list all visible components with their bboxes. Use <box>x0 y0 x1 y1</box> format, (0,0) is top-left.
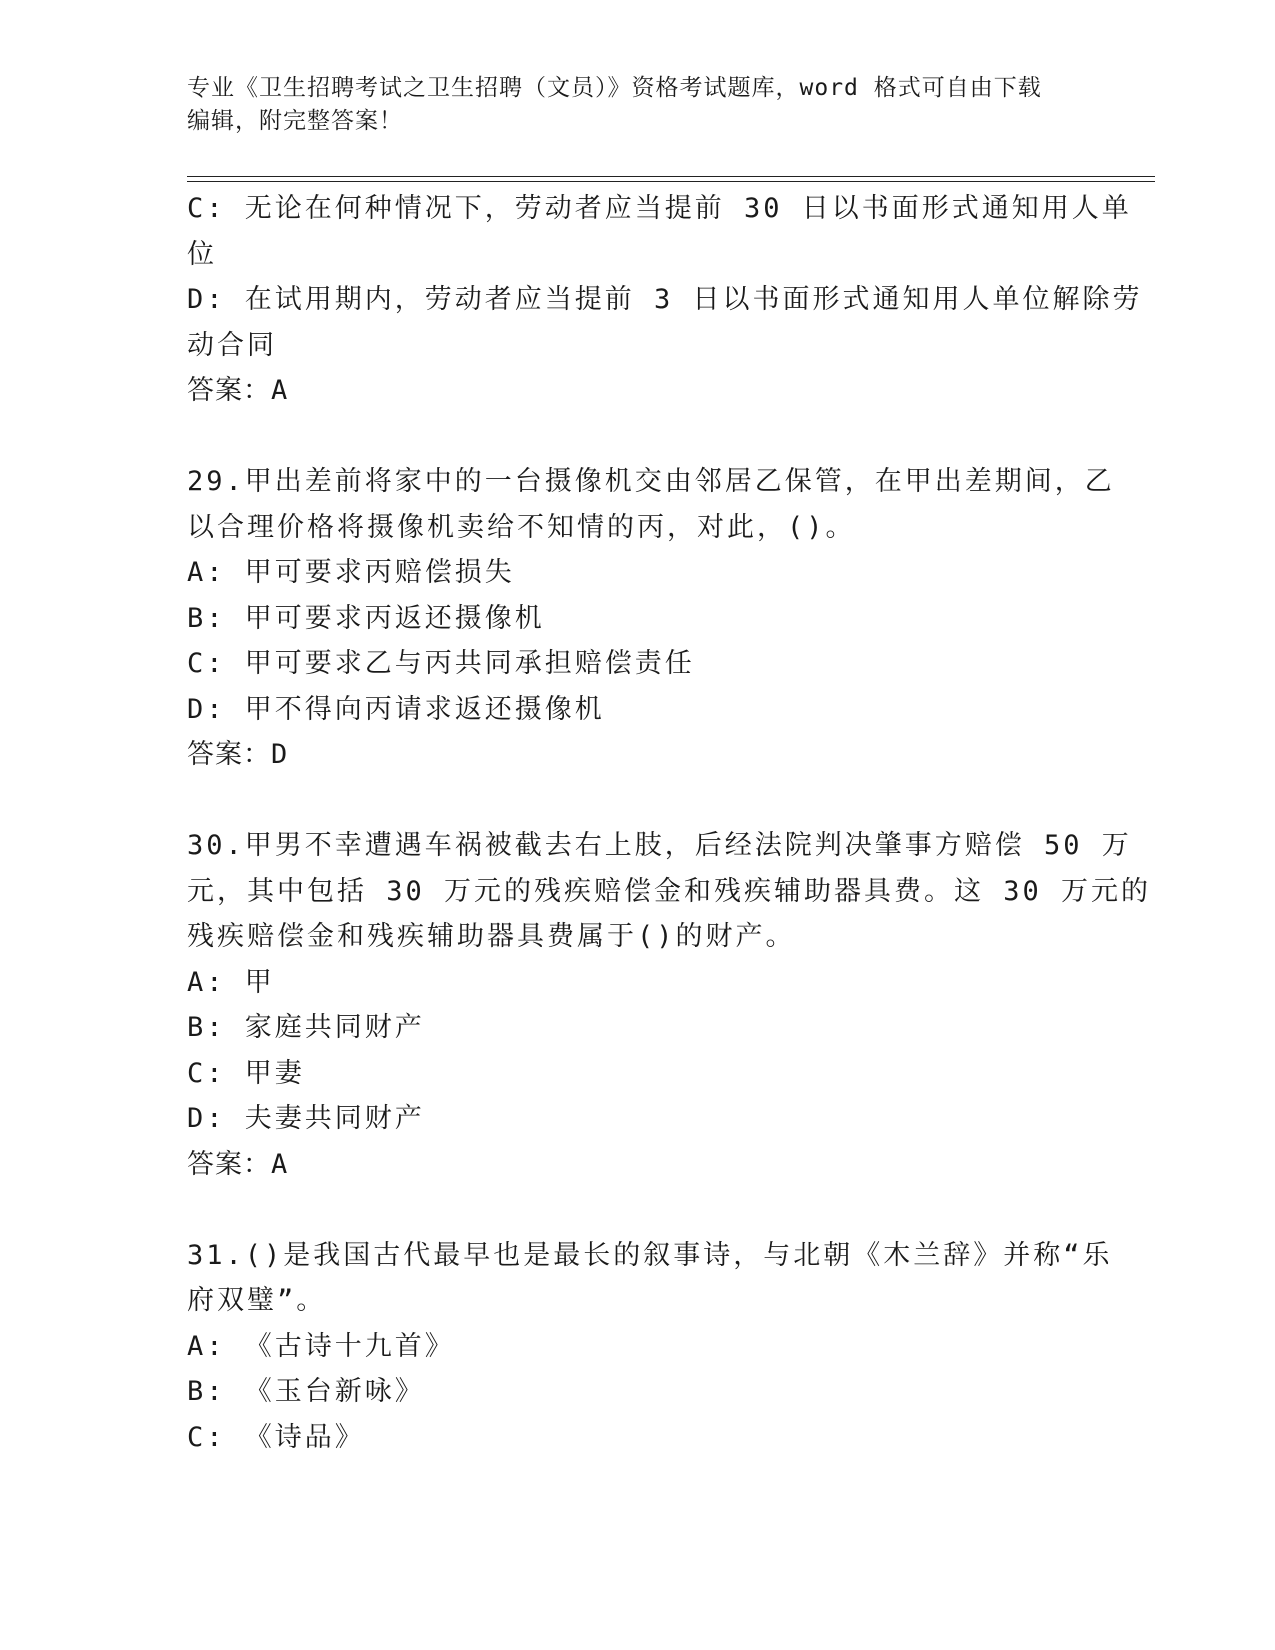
text-line: D: 甲不得向丙请求返还摄像机 <box>187 693 605 725</box>
question-spacer <box>187 414 1087 460</box>
header-line-1: 专业《卫生招聘考试之卫生招聘（文员）》资格考试题库，word 格式可自由下载 <box>187 75 1042 101</box>
text-line: 以合理价格将摄像机卖给不知情的丙，对此，()。 <box>187 511 856 543</box>
option-item <box>187 641 1087 687</box>
question-spacer <box>187 1187 1087 1233</box>
option-item <box>187 960 1087 1006</box>
answer-line: 答案：A <box>187 375 289 406</box>
question-stem <box>187 823 1152 960</box>
text-line: 29.甲出差前将家中的一台摄像机交由邻居乙保管，在甲出差期间，乙 <box>187 466 1115 497</box>
header-line-2: 编辑，附完整答案！ <box>187 108 403 134</box>
text-line: D: 在试用期内，劳动者应当提前 3 日以书面形式通知用人单位解除劳 <box>187 284 1143 315</box>
text-line: A: 甲可要求丙赔偿损失 <box>187 557 515 588</box>
option-item <box>187 1415 1087 1461</box>
option-item <box>187 277 1143 368</box>
header-rule-bottom <box>187 181 1155 182</box>
option-item <box>187 1051 1087 1097</box>
text-line: 府双璧”。 <box>187 1285 327 1316</box>
text-line: C: 《诗品》 <box>187 1421 365 1453</box>
option-item <box>187 1324 1087 1370</box>
option-item <box>187 596 1087 642</box>
text-line: C: 无论在何种情况下，劳动者应当提前 30 日以书面形式通知用人单 <box>187 193 1132 224</box>
answer-line: 答案：D <box>187 739 289 770</box>
question-stem <box>187 459 1115 550</box>
text-line: 位 <box>187 238 217 270</box>
answer-line: 答案：A <box>187 1148 289 1180</box>
text-line: 动合同 <box>187 329 277 361</box>
text-line: 元，其中包括 30 万元的残疾赔偿金和残疾辅助器具费。这 30 万元的 <box>187 875 1152 907</box>
text-line: C: 甲妻 <box>187 1057 305 1089</box>
text-line: B: 《玉台新咏》 <box>187 1376 425 1407</box>
text-line: 30.甲男不幸遭遇车祸被截去右上肢，后经法院判决肇事方赔偿 50 万 <box>187 830 1132 861</box>
question-list <box>187 186 1152 1460</box>
option-item <box>187 550 1087 596</box>
option-item <box>187 687 1087 733</box>
text-line: 31.()是我国古代最早也是最长的叙事诗，与北朝《木兰辞》并称“乐 <box>187 1239 1113 1271</box>
header-rule-top <box>187 176 1155 177</box>
question-spacer <box>187 778 1087 824</box>
document-header <box>187 72 1087 138</box>
text-line: 残疾赔偿金和残疾辅助器具费属于()的财产。 <box>187 921 796 952</box>
text-line: A: 《古诗十九首》 <box>187 1330 455 1362</box>
text-line: B: 甲可要求丙返还摄像机 <box>187 602 545 634</box>
text-line: D: 夫妻共同财产 <box>187 1103 425 1134</box>
question-stem <box>187 1233 1113 1324</box>
text-line: C: 甲可要求乙与丙共同承担赔偿责任 <box>187 648 695 679</box>
text-line: B: 家庭共同财产 <box>187 1012 425 1043</box>
text-line: A: 甲 <box>187 966 275 998</box>
option-item <box>187 1096 1087 1142</box>
option-item <box>187 1005 1087 1051</box>
option-item <box>187 186 1132 277</box>
option-item <box>187 1369 1087 1415</box>
